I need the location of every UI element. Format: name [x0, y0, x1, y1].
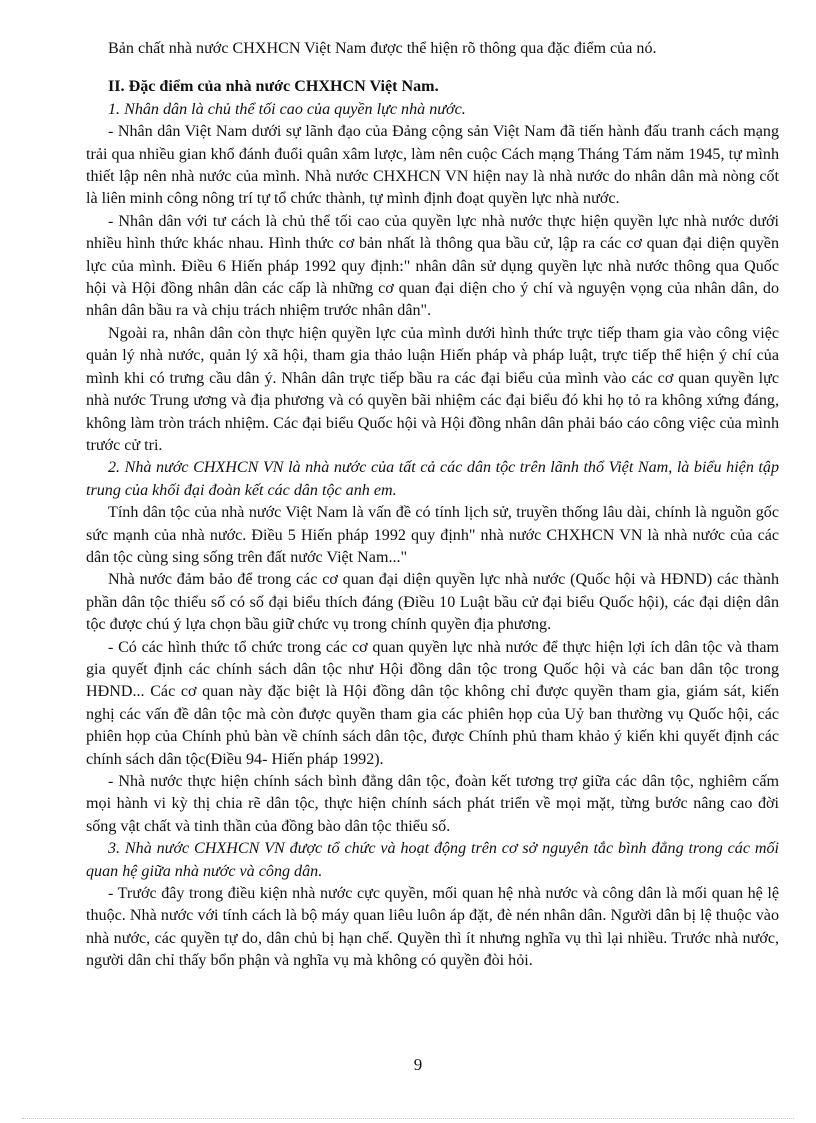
- intro-paragraph: Bản chất nhà nước CHXHCN Việt Nam được thể hiện rõ thông qua đặc điểm của nó.: [108, 40, 657, 57]
- page-number: 9: [413, 1055, 423, 1074]
- body-paragraph: - Có các hình thức tổ chức trong các cơ quan quyền lực nhà nước để thực hiện lợi ích dân tộc và tham gia quyết định các chính sách dân tộc như Hội đồng dân tộc trong Quốc hội và các ban dân tộc trong HĐND... Các cơ quan này đặc biệt là Hội đồng dân tộc không chỉ được quyền tham gia, giám sát, kiến nghị các vấn đề dân tộc mà còn được quyền tham gia các phiên họp của Uỷ ban thường vụ Quốc hội, các phiên họp của Chính phủ bàn về chính sách dân tộc, được Chính phủ tham khảo ý kiến khi quyết định các chính sách dân tộc(Điều 94- Hiến pháp 1992).: [86, 638, 779, 768]
- body-paragraph: - Nhà nước thực hiện chính sách bình đẳng dân tộc, đoàn kết tương trợ giữa các dân tộc, nghiêm cấm mọi hành vi kỳ thị chia rẽ dân tộc, thực hiện chính sách phát triển về mọi mặt, từng bước nâng cao đời sống vật chất và tinh thần của đồng bào dân tộc thiểu số.: [86, 773, 779, 835]
- section-heading: II. Đặc điểm của nhà nước CHXHCN Việt Nam.: [108, 78, 439, 96]
- body-paragraph: - Nhân dân với tư cách là chủ thể tối cao của quyền lực nhà nước thực hiện quyền lực nhà nước dưới nhiều hình thức khác nhau. Hình thức cơ bản nhất là thông qua bầu cử, lập ra các cơ quan đại diện quyền lực của mình. Điều 6 Hiến pháp 1992 quy định:" nhân dân sử dụng quyền lực nhà nước thông qua Quốc hội và Hội đồng nhân dân các cấp là những cơ quan đại diện cho ý chí và nguyện vọng của nhân dân, do nhân dân bầu ra và chịu trách nhiệm trước nhân dân".: [86, 212, 779, 320]
- subsection-heading-2: 2. Nhà nước CHXHCN VN là nhà nước của tất cả các dân tộc trên lãnh thổ Việt Nam, là biểu hiện tập trung của khối đại đoàn kết các dân tộc anh em.: [86, 459, 779, 499]
- document-body: [86, 38, 779, 973]
- body-paragraph: - Trước đây trong điều kiện nhà nước cực quyền, mối quan hệ nhà nước và công dân là mối quan hệ lệ thuộc. Nhà nước với tính cách là bộ máy quan liêu luôn áp đặt, đè nén nhân dân. Người dân bị lệ thuộc vào nhà nước, các quyền tự do, dân chủ bị hạn chế. Quyền thì ít nhưng nghĩa vụ thì lại nhiều. Trước nhà nước, người dân chỉ thấy bổn phận và nghĩa vụ mà không có quyền đòi hỏi.: [86, 885, 779, 970]
- body-paragraph: Nhà nước đảm bảo để trong các cơ quan đại diện quyền lực nhà nước (Quốc hội và HĐND) các thành phần dân tộc thiểu số có số đại biểu thích đáng (Điều 10 Luật bầu cử đại biểu Quốc hội), các đại diện dân tộc được chú ý lựa chọn bầu giữ chức vụ trong chính quyền địa phương.: [86, 571, 779, 634]
- body-paragraph: Tính dân tộc của nhà nước Việt Nam là vấn đề có tính lịch sử, truyền thống lâu dài, chính là nguồn gốc sức mạnh của nhà nước. Điều 5 Hiến pháp 1992 quy định" nhà nước CHXHCN VN là nhà nước của các dân tộc cùng sing sống trên đất nước Việt Nam...": [86, 504, 779, 566]
- subsection-heading-1: 1. Nhân dân là chủ thể tối cao của quyền lực nhà nước.: [108, 100, 466, 118]
- subsection-heading-3: 3. Nhà nước CHXHCN VN được tổ chức và hoạt động trên cơ sở nguyên tắc bình đẳng trong các mối quan hệ giữa nhà nước và công dân.: [86, 840, 779, 880]
- body-paragraph: - Nhân dân Việt Nam dưới sự lãnh đạo của Đảng cộng sản Việt Nam đã tiến hành đấu tranh cách mạng trải qua nhiều gian khổ đánh đuổi quân xâm lược, làm nên cuộc Cách mạng Tháng Tám năm 1945, tự mình thiết lập nên nhà nước của mình. Nhà nước CHXHCN VN hiện nay là nhà nước do nhân dân mà nòng cốt là liên minh công nông trí tự tổ chức thành, tự mình định đoạt quyền lực nhà nước.: [86, 123, 779, 208]
- body-paragraph: Ngoài ra, nhân dân còn thực hiện quyền lực của mình dưới hình thức trực tiếp tham gia vào công việc quản lý nhà nước, quản lý xã hội, tham gia thảo luận Hiến pháp và pháp luật, trực tiếp thể hiện ý chí của mình khi có trưng cầu dân ý. Nhân dân trực tiếp bầu ra các đại biểu của mình vào các cơ quan quyền lực nhà nước Trung ương và địa phương và có quyền bãi nhiệm các đại biểu đó khi họ tỏ ra không xứng đáng, không làm tròn trách nhiệm. Các đại biểu Quốc hội và Hội đồng nhân dân phải báo cáo công việc của mình trước cử tri.: [86, 324, 779, 454]
- footer-divider: [22, 1118, 794, 1119]
